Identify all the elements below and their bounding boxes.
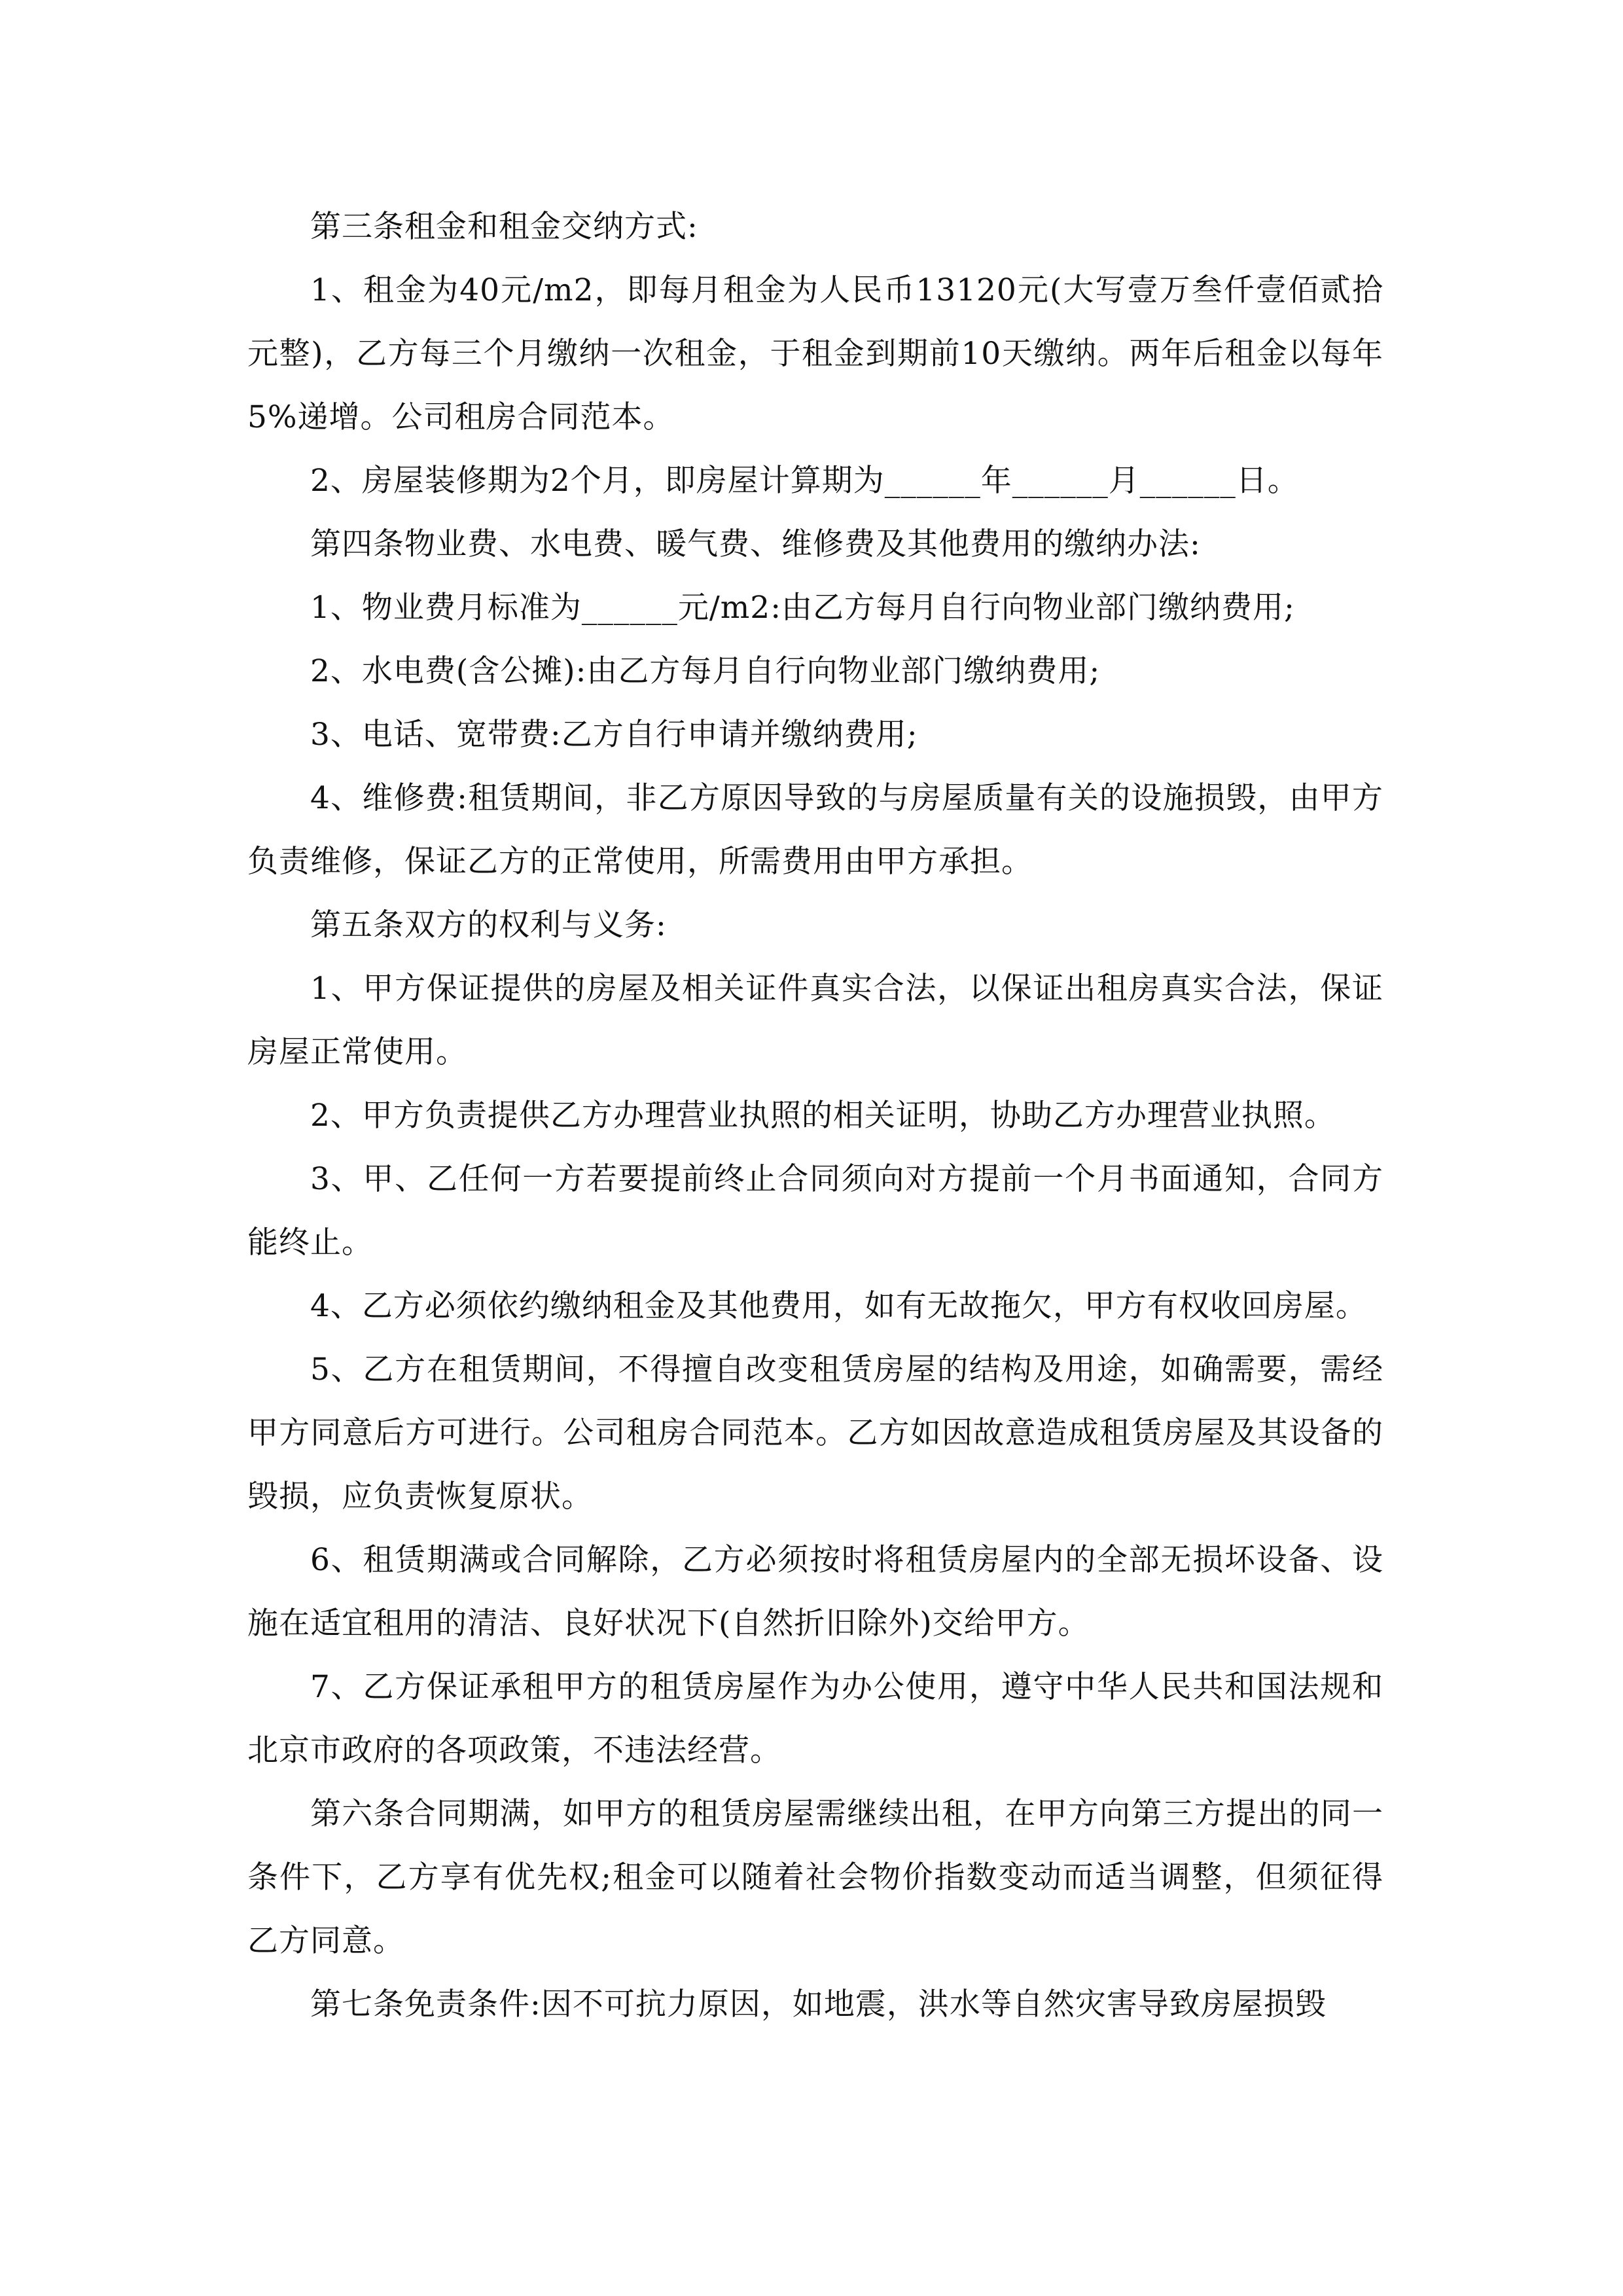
paragraph-rent-amount: 1、租金为40元/m2，即每月租金为人民币13120元(大写壹万叁仟壹佰贰拾元整)，乙方每三个月缴纳一次租金，于租金到期前10天缴纳。两年后租金以每年5%递增。公司租房合同范本。 xyxy=(247,272,1383,435)
paragraph-article-6: 第六条合同期满，如甲方的租赁房屋需继续出租，在甲方向第三方提出的同一条件下，乙方享有优先权;租金可以随着社会物价指数变动而适当调整，但须征得乙方同意。 xyxy=(247,1796,1383,1959)
document-body xyxy=(247,195,1383,2036)
paragraph-article-7: 第七条免责条件:因不可抗力原因，如地震，洪水等自然灾害导致房屋损毁 xyxy=(310,1986,1327,2022)
paragraph-rights-2: 2、甲方负责提供乙方办理营业执照的相关证明，协助乙方办理营业执照。 xyxy=(310,1098,1336,1134)
paragraph-rights-3: 3、甲、乙任何一方若要提前终止合同须向对方提前一个月书面通知，合同方能终止。 xyxy=(247,1161,1383,1261)
paragraph-property-fee: 1、物业费月标准为______元/m2:由乙方每月自行向物业部门缴纳费用; xyxy=(310,590,1295,626)
paragraph-article-4-heading: 第四条物业费、水电费、暖气费、维修费及其他费用的缴纳办法: xyxy=(310,526,1201,562)
paragraph-rights-1: 1、甲方保证提供的房屋及相关证件真实合法，以保证出租房真实合法，保证房屋正常使用。 xyxy=(247,971,1383,1070)
paragraph-phone-broadband-fee: 3、电话、宽带费:乙方自行申请并缴纳费用; xyxy=(310,717,918,753)
paragraph-rights-7: 7、乙方保证承租甲方的租赁房屋作为办公使用，遵守中华人民共和国法规和北京市政府的各项政策，不违法经营。 xyxy=(247,1669,1383,1768)
paragraph-rights-5: 5、乙方在租赁期间，不得擅自改变租赁房屋的结构及用途，如确需要，需经甲方同意后方可进行。公司租房合同范本。乙方如因故意造成租赁房屋及其设备的毁损，应负责恢复原状。 xyxy=(247,1352,1383,1515)
paragraph-rights-6: 6、租赁期满或合同解除，乙方必须按时将租赁房屋内的全部无损坏设备、设施在适宜租用的清洁、良好状况下(自然折旧除外)交给甲方。 xyxy=(247,1542,1383,1641)
paragraph-article-3-heading: 第三条租金和租金交纳方式: xyxy=(310,209,698,245)
paragraph-article-5-heading: 第五条双方的权利与义务: xyxy=(310,907,667,943)
paragraph-renovation-period: 2、房屋装修期为2个月，即房屋计算期为______年______月______日。 xyxy=(310,463,1299,499)
paragraph-rights-4: 4、乙方必须依约缴纳租金及其他费用，如有无故拖欠，甲方有权收回房屋。 xyxy=(310,1288,1367,1324)
paragraph-utilities-fee: 2、水电费(含公摊):由乙方每月自行向物业部门缴纳费用; xyxy=(310,653,1101,689)
paragraph-maintenance-fee: 4、维修费:租赁期间，非乙方原因导致的与房屋质量有关的设施损毁，由甲方负责维修，保证乙方的正常使用，所需费用由甲方承担。 xyxy=(247,780,1383,880)
